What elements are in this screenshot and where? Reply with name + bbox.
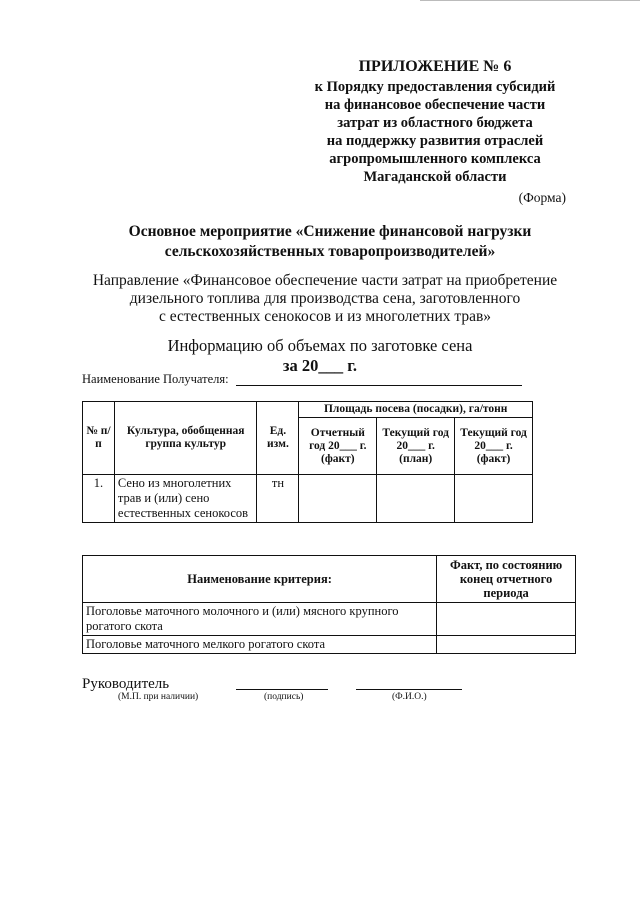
col-num-header: № п/п [83,402,115,475]
appendix-line: к Порядку предоставления субсидий [314,79,556,95]
info-period: за 20___ г. [282,356,358,375]
appendix-header [300,58,570,186]
recipient-label: Наименование Получателя: [82,372,229,386]
row-num: 1. [83,475,115,523]
table-row [83,636,576,654]
signature-hint: (подпись) [264,692,304,702]
direction-line: с естественных сенокосов и из многолетних трав» [158,308,492,325]
col-prev-year-header: Отчетный год 20___ г. (факт) [299,418,377,475]
stamp-hint: (М.П. при наличии) [118,692,199,702]
fact-value[interactable] [437,603,576,636]
col-crop-header: Культура, обобщенная группа культур [114,402,257,475]
info-heading [100,336,540,376]
appendix-title: ПРИЛОЖЕНИЕ № 6 [358,58,512,75]
row-unit: тн [257,475,299,523]
row-curr-plan-value[interactable] [377,475,455,523]
signature-label: Руководитель [82,676,170,692]
row-prev-year-value[interactable] [299,475,377,523]
scan-edge-line [420,0,640,1]
col-unit-header: Ед. изм. [257,402,299,475]
direction-line: дизельного топлива для производства сена, заготовленного [129,290,521,307]
appendix-line: затрат из областного бюджета [337,115,533,131]
row-curr-fact-value[interactable] [455,475,533,523]
table-row [83,603,576,636]
appendix-line: Магаданской области [363,169,507,185]
main-title-line: сельскохозяйственных товаропроизводителей» [164,243,496,260]
appendix-line: на поддержку развития отраслей [326,133,544,149]
recipient-field[interactable] [236,385,522,386]
criteria-table [82,555,576,654]
name-field[interactable] [356,689,462,690]
criterion-cell: Поголовье маточного мелкого рогатого скота [83,636,437,654]
col-curr-fact-header: Текущий год 20___ г. (факт) [455,418,533,475]
direction-line: Направление «Финансовое обеспечение части затрат на приобретение [92,272,558,289]
name-hint: (Ф.И.О.) [392,692,427,702]
harvest-table [82,401,533,523]
form-label: (Форма) [518,190,566,205]
appendix-line: агропромышленного комплекса [329,151,541,167]
criterion-header: Наименование критерия: [83,556,437,603]
table-row [83,475,533,523]
col-curr-plan-header: Текущий год 20___ г. (план) [377,418,455,475]
signature-field[interactable] [236,689,328,690]
criterion-cell: Поголовье маточного молочного и (или) мясного крупного рогатого скота [83,603,437,636]
direction-text [80,272,570,326]
info-line: Информацию об объемах по заготовке сена [167,336,473,355]
appendix-line: на финансовое обеспечение части [324,97,546,113]
fact-header: Факт, по состоянию конец отчетного периода [437,556,576,603]
row-crop: Сено из многолетних трав и (или) сено естественных сенокосов [114,475,257,523]
main-title-line: Основное мероприятие «Снижение финансовой нагрузки [128,223,532,240]
col-area-header: Площадь посева (посадки), га/тонн [299,402,533,418]
fact-value[interactable] [437,636,576,654]
main-title [100,222,560,262]
